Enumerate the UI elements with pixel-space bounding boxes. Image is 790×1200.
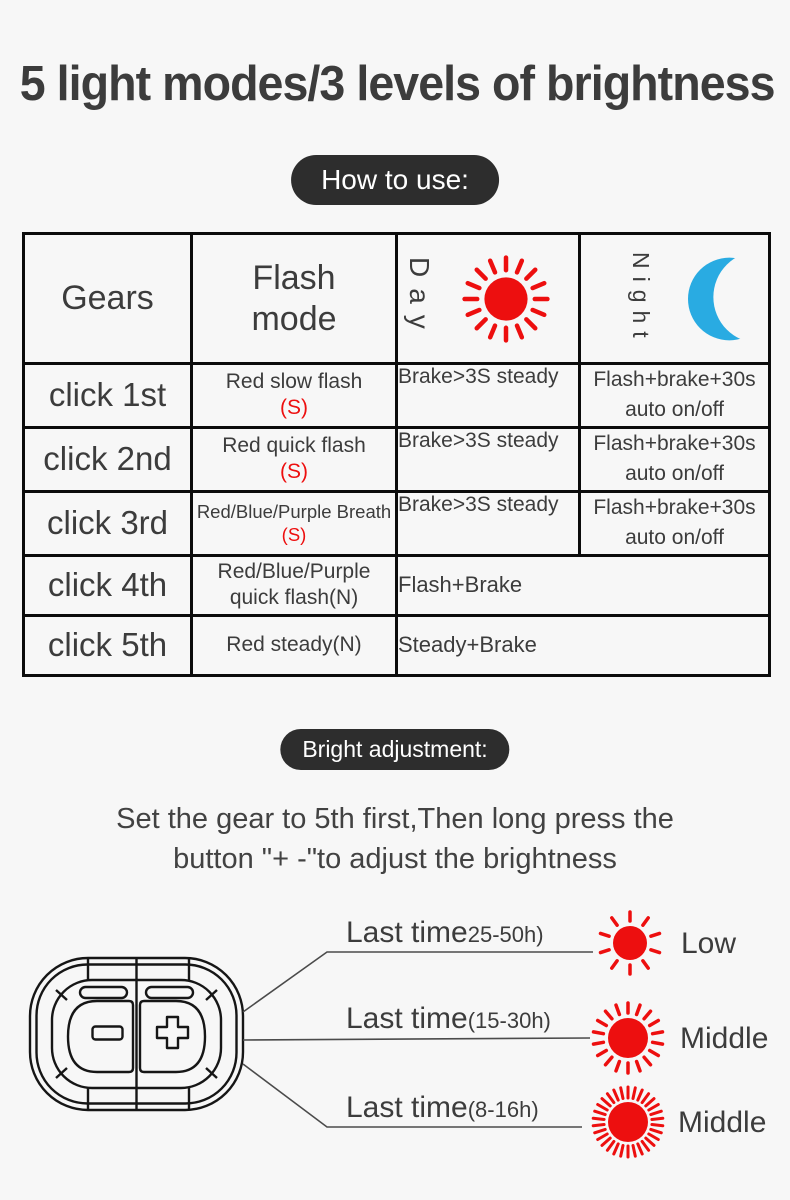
night-cell: Flash+brake+30s auto on/off	[580, 364, 770, 428]
day-cell: Brake>3S steady	[397, 427, 580, 491]
moon-icon	[688, 253, 750, 345]
bright-adjustment-badge: Bright adjustment:	[280, 729, 509, 770]
day-label: Day	[404, 257, 435, 340]
table-header-row	[24, 234, 770, 364]
gear-cell: click 2nd	[24, 427, 192, 491]
flash-mode-cell: Red/Blue/Purple quick flash(N)	[192, 555, 397, 615]
header-flash-mode: Flash mode	[192, 234, 397, 364]
gear-cell: click 4th	[24, 555, 192, 615]
brightness-level-label-1: Low	[681, 927, 737, 960]
steady-tag: (S)	[280, 460, 308, 484]
night-cell: Flash+brake+30s auto on/off	[580, 491, 770, 555]
night-label: Night	[628, 251, 654, 346]
table-row	[24, 555, 770, 615]
day-night-merged-cell: Steady+Brake	[397, 615, 770, 675]
table-row	[24, 615, 770, 675]
flash-mode-cell: Red/Blue/Purple Breath (S)	[192, 491, 397, 555]
light-modes-table	[22, 232, 771, 677]
sun-icon	[461, 254, 551, 344]
gear-cell: click 1st	[24, 364, 192, 428]
brightness-level-label-2: Middle	[680, 1022, 769, 1055]
table-row	[24, 427, 770, 491]
sun-icon-middle	[594, 1003, 663, 1073]
minus-icon	[93, 1027, 123, 1040]
header-day	[397, 234, 580, 364]
day-cell: Brake>3S steady	[397, 364, 580, 428]
night-cell: Flash+brake+30s auto on/off	[580, 427, 770, 491]
left-cap-detail	[80, 987, 127, 998]
brightness-level-label-3: Middle	[678, 1106, 767, 1139]
flash-mode-cell: Red steady(N)	[192, 615, 397, 675]
right-cap-detail	[146, 987, 193, 998]
plus-button	[140, 1001, 205, 1072]
table-row	[24, 364, 770, 428]
lasttime-label-2: Last time(15-30h)	[346, 1002, 551, 1035]
gear-cell: click 5th	[24, 615, 192, 675]
sun-icon-low	[601, 912, 660, 974]
flash-mode-cell: Red quick flash (S)	[192, 427, 397, 491]
gear-cell: click 3rd	[24, 491, 192, 555]
page-title: 5 light modes/3 levels of brightness	[19, 57, 775, 111]
sun-icon-high	[593, 1087, 663, 1157]
how-to-use-badge: How to use:	[291, 155, 499, 205]
header-gears: Gears	[24, 234, 192, 364]
steady-tag: (S)	[281, 524, 307, 546]
lasttime-label-1: Last time25-50h)	[346, 916, 544, 949]
day-cell: Brake>3S steady	[397, 491, 580, 555]
tail-light-device-drawing	[30, 958, 243, 1110]
plus-icon	[157, 1017, 188, 1048]
lasttime-label-3: Last time(8-16h)	[346, 1091, 539, 1124]
header-night	[580, 234, 770, 364]
day-night-merged-cell: Flash+Brake	[397, 555, 770, 615]
flash-mode-cell: Red slow flash (S)	[192, 364, 397, 428]
steady-tag: (S)	[280, 396, 308, 420]
table-row	[24, 491, 770, 555]
adjustment-instructions: Set the gear to 5th first,Then long press the button "+ -"to adjust the brightness	[116, 803, 674, 876]
